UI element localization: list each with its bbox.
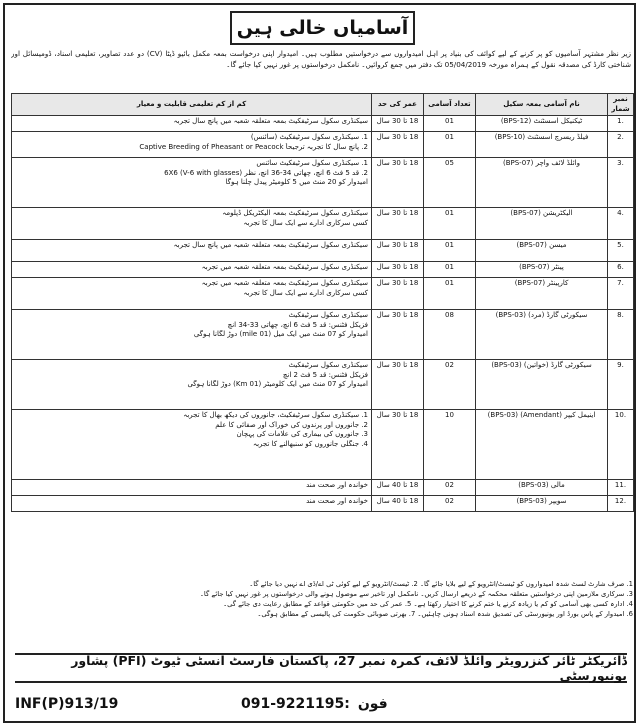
qualification-line: کسی سرکاری ادارے سے ایک سال کا تجربہ bbox=[243, 288, 368, 297]
cell-post-name: وائلڈ لائف واچر (BPS-07) bbox=[476, 158, 608, 208]
header-qualification: کم از کم تعلیمی قابلیت و معیار bbox=[12, 94, 372, 116]
cell-age-limit: 18 تا 30 سال bbox=[372, 410, 424, 480]
note-line: 4. ادارہ کسی بھی آسامی کو کم یا زیادہ کرنے یا ختم کرنے کا اختیار رکھتا ہے۔ 5. عمر کی حد میں حکومتی قواعد کے مطابق رعایت دی جائے گی۔ bbox=[223, 600, 633, 608]
qualification-line: خواندہ اور صحت مند bbox=[306, 481, 368, 489]
page-title: آسامیاں خالی ہیں bbox=[230, 11, 415, 45]
cell-serial-no: 5. bbox=[608, 240, 634, 262]
cell-age-limit: 18 تا 30 سال bbox=[372, 360, 424, 410]
cell-post-name: پینٹر (BPS-07) bbox=[476, 262, 608, 278]
cell-serial-no: 11. bbox=[608, 480, 634, 496]
cell-serial-no: 10. bbox=[608, 410, 634, 480]
table-row bbox=[12, 278, 634, 310]
table-row bbox=[12, 410, 634, 480]
qualification-line: سیکنڈری سکول سرٹیفکیٹ بمعہ الیکٹریکل ڈپلومہ bbox=[222, 209, 368, 217]
cell-qualification bbox=[12, 278, 372, 310]
qualification-line: 3. جانوروں کی بیماری کی علامات کی پہچان bbox=[236, 430, 368, 438]
cell-quantity: 01 bbox=[424, 116, 476, 132]
cell-post-name: فیلڈ ریسرچ اسسٹنٹ (BPS-10) bbox=[476, 132, 608, 158]
header-serial-no: نمبر شمار bbox=[608, 94, 634, 116]
cell-post-name: ٹیکنیکل اسسٹنٹ (BPS-12) bbox=[476, 116, 608, 132]
table-row bbox=[12, 116, 634, 132]
qualification-line: 2. قد 5 فٹ 6 انچ، چھاتی 34-36 انچ، نظر 6X6 (V-6 with glasses) bbox=[164, 168, 368, 177]
note-line: 1. صرف شارٹ لسٹ شدہ امیدواروں کو ٹیسٹ/انٹرویو کے لیے بلایا جائے گا۔ 2. ٹیسٹ/انٹرویو کے لیے کوئی ٹی اے/ڈی اے نہیں دیا جائے گا۔ bbox=[249, 580, 633, 588]
qualification-line: سیکنڈری سکول سرٹیفکیٹ بمعہ متعلقہ شعبہ میں تجربہ bbox=[201, 279, 368, 287]
cell-post-name: سیکورٹی گارڈ (مرد) (BPS-03) bbox=[476, 310, 608, 360]
cell-serial-no: 6. bbox=[608, 262, 634, 278]
header-age-limit: عمر کی حد bbox=[372, 94, 424, 116]
cell-qualification bbox=[12, 310, 372, 360]
cell-quantity: 02 bbox=[424, 480, 476, 496]
qualification-line: 1. سیکنڈری سکول سرٹیفکیٹ (سائنس) bbox=[250, 133, 368, 141]
cell-serial-no: 8. bbox=[608, 310, 634, 360]
cell-qualification bbox=[12, 410, 372, 480]
table-header-row bbox=[12, 94, 634, 116]
cell-age-limit: 18 تا 30 سال bbox=[372, 262, 424, 278]
footer bbox=[11, 689, 633, 719]
qualification-line: 2. جانوروں اور پرندوں کی خوراک اور صفائی کا علم bbox=[215, 420, 368, 429]
cell-qualification bbox=[12, 240, 372, 262]
qualification-line: کسی سرکاری ادارے سے ایک سال کا تجربہ bbox=[243, 218, 368, 227]
cell-age-limit: 18 تا 40 سال bbox=[372, 496, 424, 512]
phone-block bbox=[241, 696, 388, 712]
phone-label: فون bbox=[357, 696, 388, 712]
cell-qualification bbox=[12, 262, 372, 278]
table-row bbox=[12, 262, 634, 278]
cell-post-name: مالی (BPS-03) bbox=[476, 480, 608, 496]
cell-qualification bbox=[12, 208, 372, 240]
cell-age-limit: 18 تا 30 سال bbox=[372, 278, 424, 310]
intro-paragraph: زیر نظر مشتہر آسامیوں کو پر کرنے کے لیے کوائف کی بنیاد پر اہل امیدواروں سے درخواستیں مطلوب ہیں۔ امیدوار اپنی درخواست بمعہ مکمل بائیو ڈیٹا (CV) دو عدد تصاویر، تعلیمی اسناد، ڈومیسائل اور شناختی کارڈ کی مصدقہ نقول کے ہمراہ مورخہ 05/04/2019 تک دفتر میں جمع کروائیں۔ نامکمل درخواستوں پر غور نہیں کیا جائے گا۔ bbox=[11, 49, 631, 69]
cell-quantity: 01 bbox=[424, 132, 476, 158]
cell-quantity: 10 bbox=[424, 410, 476, 480]
cell-quantity: 01 bbox=[424, 262, 476, 278]
cell-qualification bbox=[12, 480, 372, 496]
table-row bbox=[12, 480, 634, 496]
qualification-line: امیدوار کو 07 منٹ میں ایک کلومیٹر (01 Km) دوڑ لگانا ہوگی bbox=[187, 380, 368, 388]
cell-qualification bbox=[12, 132, 372, 158]
qualification-line: سیکنڈری سکول سرٹیفکیٹ bbox=[288, 311, 368, 319]
address-bar: ڈائریکٹر ٹائر کنزرویٹر وائلڈ لائف، کمرہ نمبر 27، پاکستان فارسٹ انسٹی ٹیوٹ (PFI) پشاور یونیورسٹی bbox=[15, 653, 627, 683]
vacancies-table bbox=[11, 93, 634, 512]
qualification-line: امیدوار کو 07 منٹ میں ایک میل (01 mile) دوڑ لگانا ہوگی bbox=[193, 330, 368, 338]
table-row bbox=[12, 158, 634, 208]
cell-age-limit: 18 تا 30 سال bbox=[372, 240, 424, 262]
header-quantity: تعداد آسامی bbox=[424, 94, 476, 116]
cell-age-limit: 18 تا 30 سال bbox=[372, 310, 424, 360]
note-line: 6. امیدوار کے پاس بورڈ اور یونیورسٹی کی تصدیق شدہ اسناد ہونی چاہئیں۔ 7. بھرتی صوبائی حکومت کی پالیسی کے مطابق ہوگی۔ bbox=[257, 610, 633, 618]
cell-serial-no: 2. bbox=[608, 132, 634, 158]
cell-quantity: 01 bbox=[424, 208, 476, 240]
qualification-line: سیکنڈری سکول سرٹیفکیٹ بمعہ متعلقہ شعبہ میں پانچ سال تجربہ bbox=[173, 117, 368, 125]
qualification-line: 1. سیکنڈری سکول سرٹیفکیٹ، جانوروں کی دیکھ بھال کا تجربہ bbox=[183, 411, 368, 419]
cell-post-name: اینیمل کیپر (Amendant) (BPS-03) bbox=[476, 410, 608, 480]
phone-number: 091-9221195: bbox=[241, 696, 350, 712]
qualification-line: سیکنڈری سکول سرٹیفکیٹ bbox=[288, 361, 368, 369]
qualification-line: فزیکل فٹنس: قد 5 فٹ 6 انچ، چھاتی 33-34 انچ bbox=[227, 320, 368, 329]
table-row bbox=[12, 208, 634, 240]
note-line: 3. سرکاری ملازمین اپنی درخواستیں متعلقہ محکمہ کے ذریعے ارسال کریں۔ نامکمل اور تاخیر سے موصول ہونے والی درخواستوں پر غور نہیں کیا جائے گا۔ bbox=[199, 590, 633, 598]
cell-quantity: 02 bbox=[424, 360, 476, 410]
table-row bbox=[12, 360, 634, 410]
cell-age-limit: 18 تا 30 سال bbox=[372, 158, 424, 208]
cell-age-limit: 18 تا 30 سال bbox=[372, 208, 424, 240]
cell-serial-no: 7. bbox=[608, 278, 634, 310]
cell-qualification bbox=[12, 116, 372, 132]
cell-age-limit: 18 تا 30 سال bbox=[372, 116, 424, 132]
cell-qualification bbox=[12, 496, 372, 512]
qualification-line: فزیکل فٹنس: قد 5 فٹ 2 انچ bbox=[282, 370, 368, 379]
cell-serial-no: 3. bbox=[608, 158, 634, 208]
qualification-line: امیدوار کو 20 منٹ میں 5 کلومیٹر پیدل چلنا ہوگا bbox=[225, 178, 368, 186]
cell-quantity: 05 bbox=[424, 158, 476, 208]
cell-post-name: سویپر (BPS-03) bbox=[476, 496, 608, 512]
cell-serial-no: 4. bbox=[608, 208, 634, 240]
cell-serial-no: 12. bbox=[608, 496, 634, 512]
qualification-line: 4. جنگلی جانوروں کو سنبھالنے کا تجربہ bbox=[252, 439, 368, 448]
advertisement-page bbox=[3, 3, 636, 723]
qualification-line: خواندہ اور صحت مند bbox=[306, 497, 368, 505]
cell-post-name: کارپینٹر (BPS-07) bbox=[476, 278, 608, 310]
cell-serial-no: 1. bbox=[608, 116, 634, 132]
cell-quantity: 01 bbox=[424, 278, 476, 310]
table-row bbox=[12, 132, 634, 158]
cell-quantity: 02 bbox=[424, 496, 476, 512]
cell-qualification bbox=[12, 158, 372, 208]
table-row bbox=[12, 240, 634, 262]
table-row bbox=[12, 496, 634, 512]
notes-section bbox=[11, 579, 633, 647]
cell-post-name: الیکٹریشن (BPS-07) bbox=[476, 208, 608, 240]
qualification-line: سیکنڈری سکول سرٹیفکیٹ بمعہ متعلقہ شعبہ میں تجربہ bbox=[201, 263, 368, 271]
cell-qualification bbox=[12, 360, 372, 410]
cell-quantity: 01 bbox=[424, 240, 476, 262]
qualification-line: سیکنڈری سکول سرٹیفکیٹ بمعہ متعلقہ شعبہ میں پانچ سال تجربہ bbox=[173, 241, 368, 249]
cell-age-limit: 18 تا 30 سال bbox=[372, 132, 424, 158]
cell-quantity: 08 bbox=[424, 310, 476, 360]
qualification-line: 1. سیکنڈری سکول سرٹیفکیٹ سائنس bbox=[256, 159, 368, 167]
cell-serial-no: 9. bbox=[608, 360, 634, 410]
reference-number: INF(P)913/19 bbox=[15, 696, 119, 712]
cell-age-limit: 18 تا 40 سال bbox=[372, 480, 424, 496]
qualification-line: 2. پانچ سال کا تجربہ ترجیحاً Captive Breeding of Pheasant or Peacock bbox=[139, 142, 368, 151]
table-row bbox=[12, 310, 634, 360]
cell-post-name: میسن (BPS-07) bbox=[476, 240, 608, 262]
cell-post-name: سیکورٹی گارڈ (خواتین) (BPS-03) bbox=[476, 360, 608, 410]
header-post-name: نام آسامی بمعہ سکیل bbox=[476, 94, 608, 116]
